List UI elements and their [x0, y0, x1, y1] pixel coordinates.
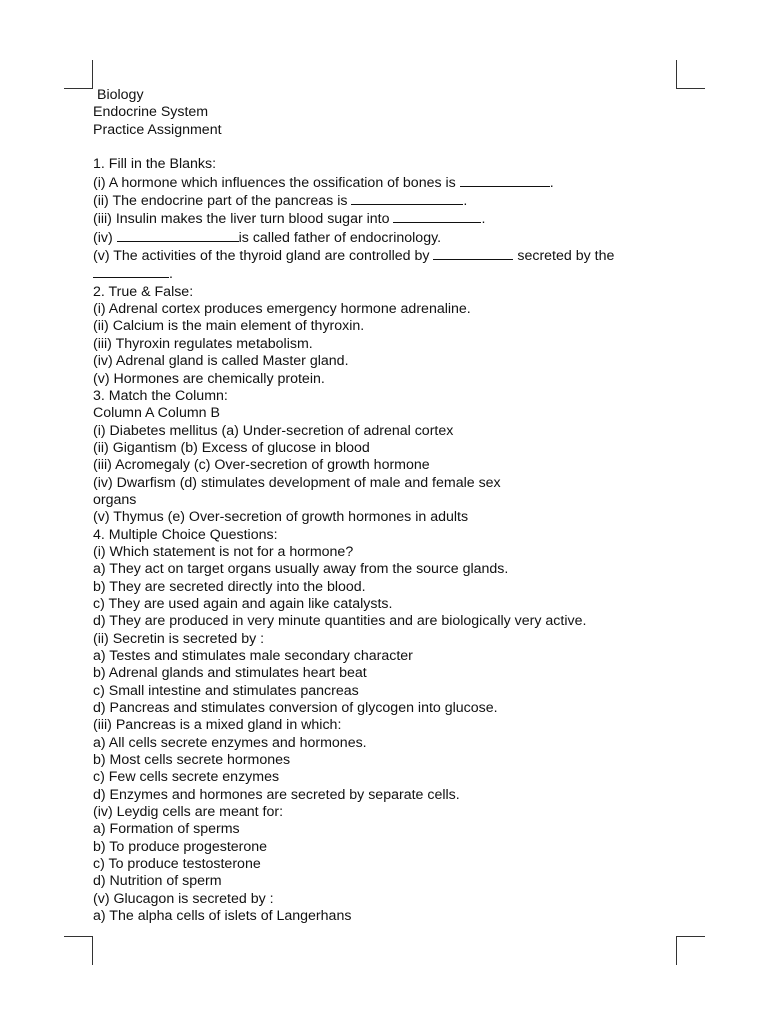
q4-line: (i) Which statement is not for a hormone? — [93, 543, 354, 560]
q4-line: c) Few cells secrete enzymes — [93, 769, 280, 786]
crop-mark-top-left — [64, 60, 93, 89]
q1-iii-end: . — [481, 211, 486, 228]
q4-line: c) They are used again and again like catalysts. — [93, 595, 393, 612]
q1-v-text: (v) The activities of the thyroid gland are controlled by — [93, 248, 434, 265]
crop-mark-bottom-left — [64, 936, 93, 965]
q1-ii-end: . — [463, 193, 468, 210]
q3-item: (iii) Acromegaly (c) Over-secretion of growth hormone — [93, 457, 430, 474]
crop-mark-bottom-right — [676, 936, 705, 965]
q3-title: 3. Match the Column: — [93, 387, 228, 404]
q1-ii-text: (ii) The endocrine part of the pancreas is — [93, 193, 352, 210]
q4-line: d) Enzymes and hormones are secreted by separate cells. — [93, 786, 460, 803]
q4-line: b) To produce progesterone — [93, 838, 268, 855]
q1-item-v-cont — [93, 265, 673, 283]
subject-heading: Biology — [97, 87, 144, 103]
fill-blank — [433, 247, 513, 260]
q4-line: c) Small intestine and stimulates pancreas — [93, 682, 359, 699]
q1-i-text: (i) A hormone which influences the ossification of bones is — [93, 174, 460, 191]
q1-item-iii — [93, 210, 673, 228]
q1-item-i — [93, 174, 673, 192]
fill-blank — [393, 210, 481, 223]
q4-line: d) Nutrition of sperm — [93, 873, 222, 890]
q4-line: a) The alpha cells of islets of Langerhans — [93, 908, 352, 925]
q4-line: a) They act on target organs usually away from the source glands. — [93, 561, 509, 578]
fill-blank — [351, 192, 463, 205]
q2-item: (v) Hormones are chemically protein. — [93, 370, 325, 387]
q1-i-end: . — [549, 174, 554, 191]
spacer — [93, 139, 673, 156]
q2-title: 2. True & False: — [93, 283, 194, 300]
q4-line: (iv) Leydig cells are meant for: — [93, 804, 284, 821]
q1-title: 1. Fill in the Blanks: — [93, 156, 217, 173]
q1-item-ii — [93, 192, 673, 210]
crop-mark-top-right — [676, 60, 705, 89]
fill-blank — [117, 229, 239, 242]
topic-heading: Endocrine System — [93, 104, 209, 121]
q4-line: b) Most cells secrete hormones — [93, 752, 291, 769]
q3-item: organs — [93, 491, 137, 508]
q3-item: (ii) Gigantism (b) Excess of glucose in blood — [93, 439, 370, 456]
fill-blank — [93, 265, 169, 278]
q4-line: d) They are produced in very minute quantities and are biologically very active. — [93, 613, 587, 630]
q1-iv-end: is called father of endocrinology. — [238, 229, 442, 246]
q1-v-middle: secreted by the — [513, 248, 615, 265]
q1-item-v — [93, 247, 673, 265]
q3-item: (v) Thymus (e) Over-secretion of growth hormones in adults — [93, 509, 469, 526]
assignment-type: Practice Assignment — [93, 121, 222, 138]
q3-item: (i) Diabetes mellitus (a) Under-secretion of adrenal cortex — [93, 422, 454, 439]
q4-line: b) Adrenal glands and stimulates heart beat — [93, 665, 367, 682]
q1-v-end: . — [169, 266, 173, 283]
q4-line: a) Testes and stimulates male secondary character — [93, 648, 413, 664]
q4-line: (ii) Secretin is secreted by : — [93, 630, 265, 647]
q2-item: (ii) Calcium is the main element of thyroxin. — [93, 318, 365, 335]
q4-line: (iii) Pancreas is a mixed gland in which: — [93, 717, 342, 734]
q4-line: d) Pancreas and stimulates conversion of glycogen into glucose. — [93, 700, 498, 717]
q2-item: (iii) Thyroxin regulates metabolism. — [93, 335, 313, 352]
q4-line: c) To produce testosterone — [93, 856, 261, 873]
document-body — [93, 87, 673, 926]
q1-iv-text: (iv) — [93, 229, 117, 246]
q4-line: a) All cells secrete enzymes and hormones. — [93, 734, 367, 751]
q2-item: (i) Adrenal cortex produces emergency hormone adrenaline. — [93, 301, 471, 318]
q1-iii-text: (iii) Insulin makes the liver turn blood sugar into — [93, 211, 394, 228]
q4-line: b) They are secreted directly into the blood. — [93, 578, 366, 595]
q4-line: (v) Glucagon is secreted by : — [93, 890, 274, 907]
q3-column-header: Column A Column B — [93, 405, 220, 422]
q1-item-iv — [93, 229, 673, 247]
q3-item: (iv) Dwarfism (d) stimulates development of male and female sex — [93, 474, 501, 491]
fill-blank — [460, 174, 550, 187]
q2-item: (iv) Adrenal gland is called Master gland. — [93, 353, 349, 370]
q4-line: a) Formation of sperms — [93, 821, 240, 838]
q4-title: 4. Multiple Choice Questions: — [93, 526, 278, 543]
